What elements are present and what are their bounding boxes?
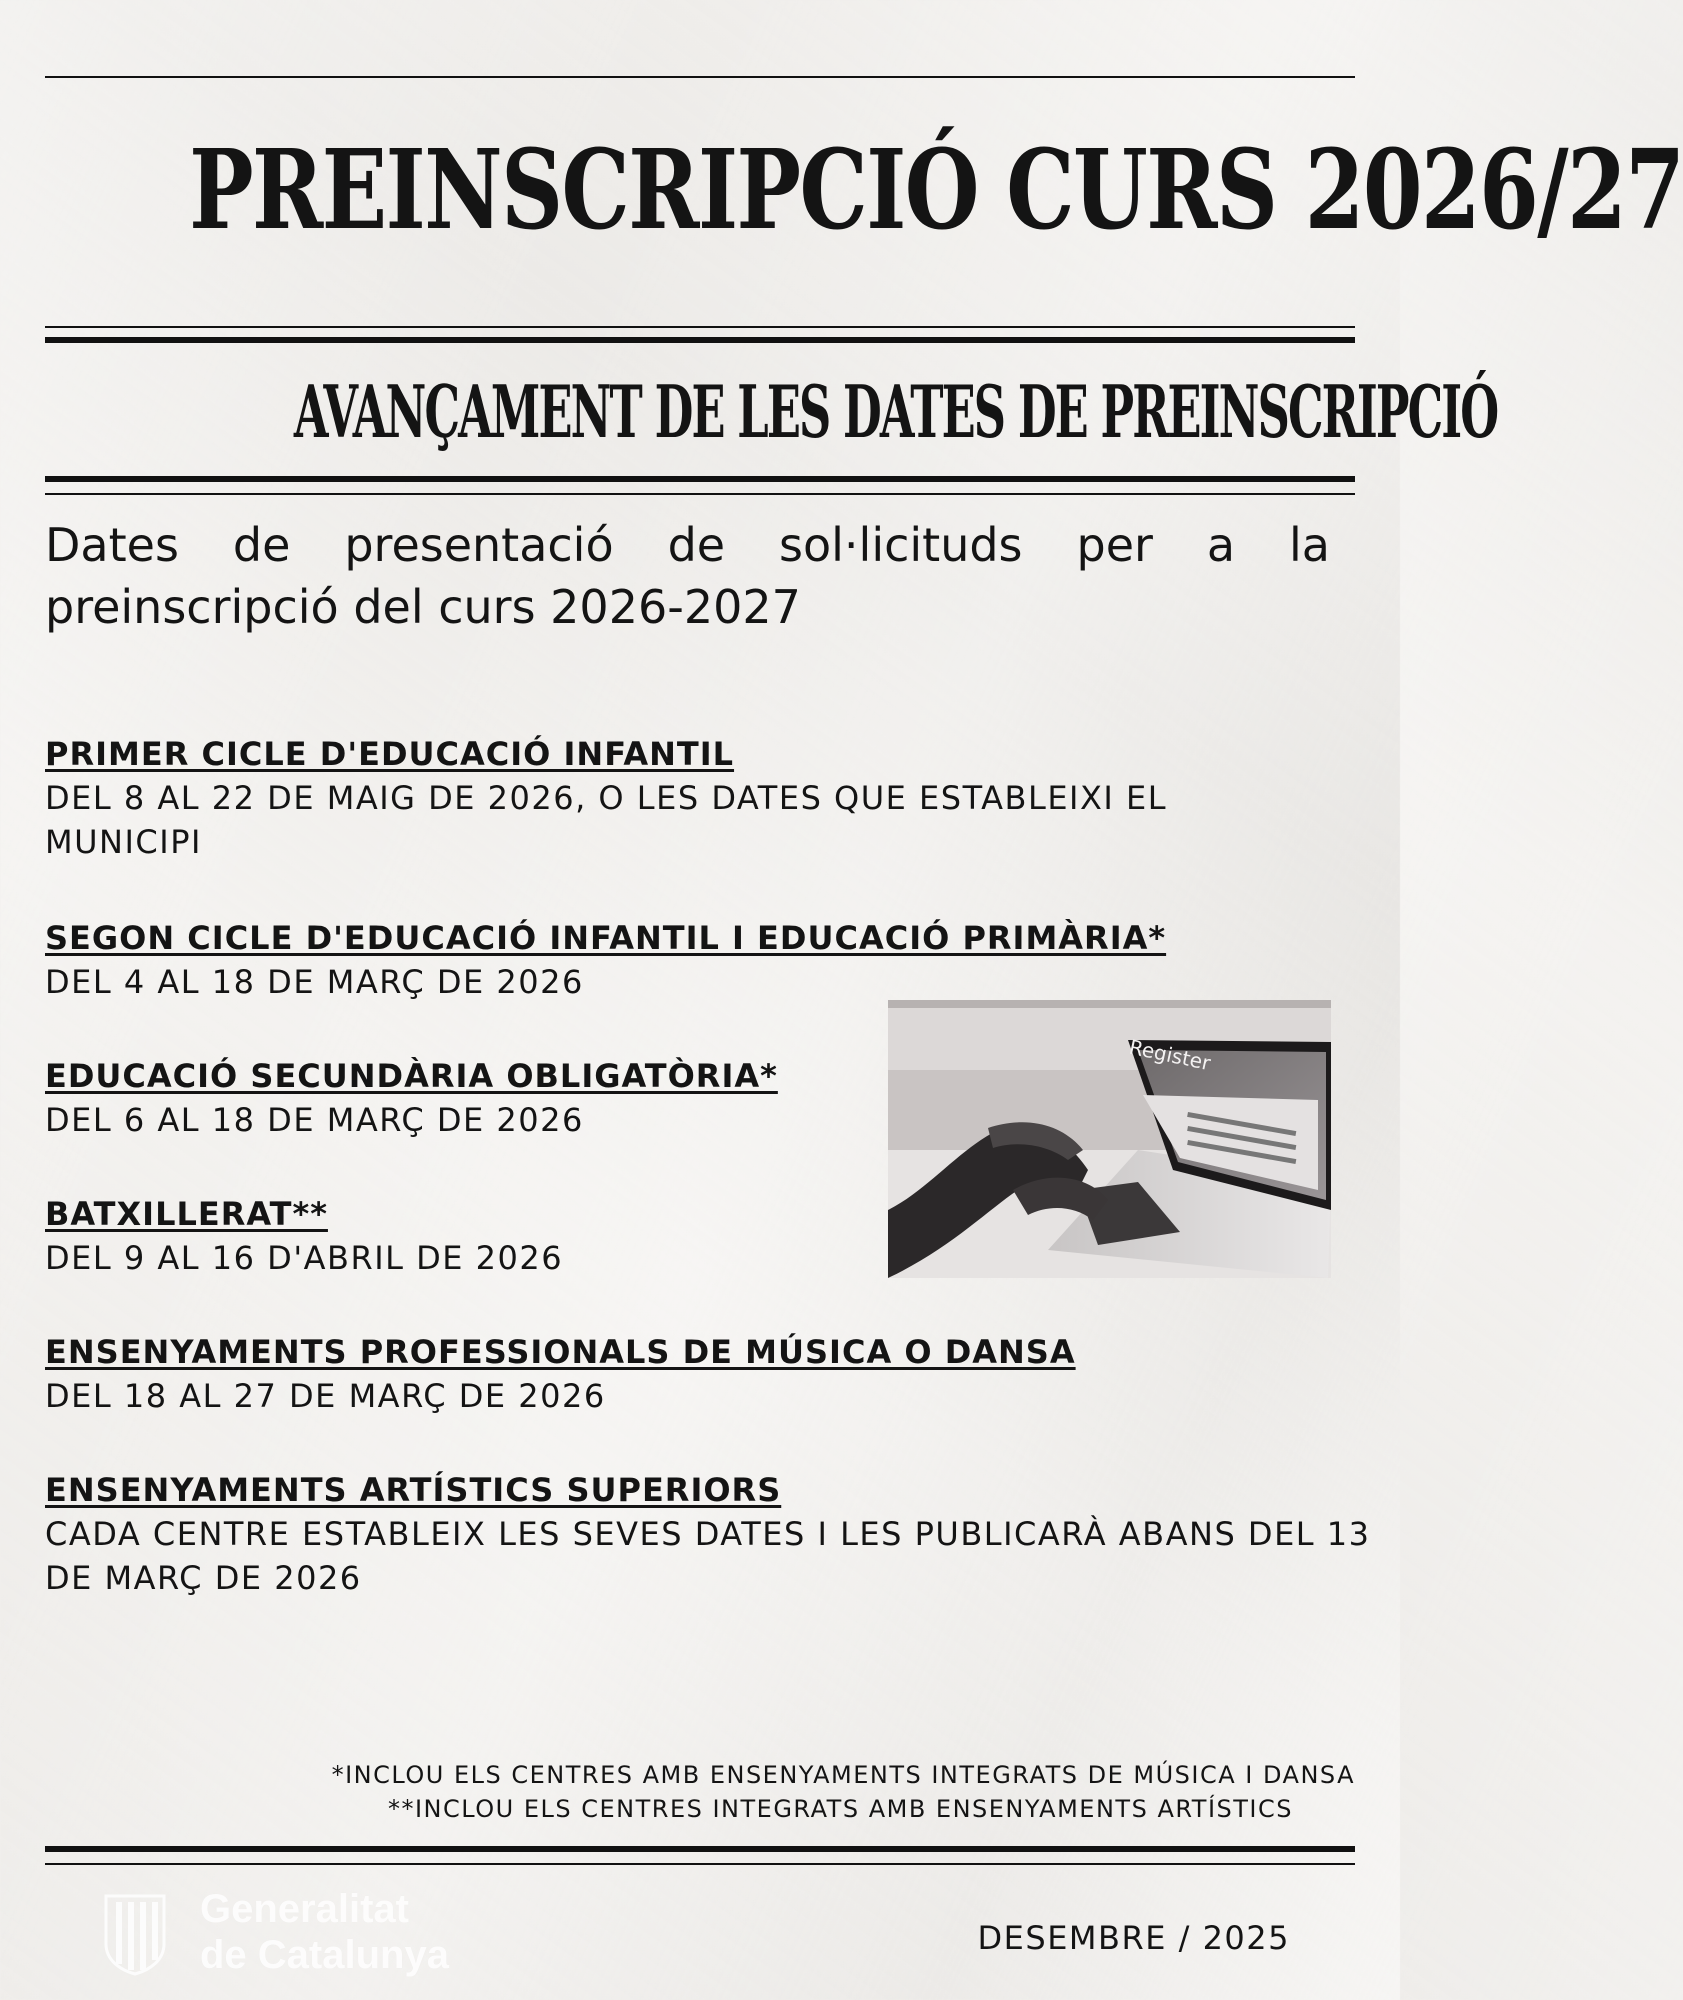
page-subtitle: AVANÇAMENT DE LES DATES DE PREINSCRIPCIÓ [293,369,1498,454]
section-dates: DEL 8 AL 22 DE MAIG DE 2026, O LES DATES QUE ESTABLEIXI EL MUNICIPI [45,779,1168,861]
page-title: PREINSCRIPCIÓ CURS 2026/27 [189,125,1683,254]
footnote-2: **INCLOU ELS CENTRES INTEGRATS AMB ENSENYAMENTS ARTÍSTICS [387,1795,1293,1823]
divider-thick [45,476,1355,482]
section-heading: ENSENYAMENTS ARTÍSTICS SUPERIORS [45,1471,782,1509]
section-heading: EDUCACIÓ SECUNDÀRIA OBLIGATÒRIA* [45,1057,778,1095]
section-dates: DEL 6 AL 18 DE MARÇ DE 2026 [45,1101,584,1139]
logo-line-1: Generalitat [200,1887,409,1931]
section-primer-cicle [45,732,1375,864]
section-heading: PRIMER CICLE D'EDUCACIÓ INFANTIL [45,735,735,773]
section-dates: DEL 18 AL 27 DE MARÇ DE 2026 [45,1377,606,1415]
senyera-icon [100,1892,170,1976]
section-heading: SEGON CICLE D'EDUCACIÓ INFANTIL I EDUCACIÓ PRIMÀRIA* [45,919,1167,957]
section-artistics-superiors [45,1468,1375,1600]
section-heading: BATXILLERAT** [45,1195,328,1233]
section-dates: CADA CENTRE ESTABLEIX LES SEVES DATES I LES PUBLICARÀ ABANS DEL 13 DE MARÇ DE 2026 [45,1515,1371,1597]
intro-text: Dates de presentació de sol·licituds per a la preinscripció del curs 2026-2027 [45,518,1330,634]
section-segon-cicle [45,916,1375,1004]
section-heading: ENSENYAMENTS PROFESSIONALS DE MÚSICA O DANSA [45,1333,1076,1371]
section-dates: DEL 9 AL 16 D'ABRIL DE 2026 [45,1239,564,1277]
laptop-photo [888,1000,1331,1278]
generalitat-logo [100,1884,520,1984]
footnote-1: *INCLOU ELS CENTRES AMB ENSENYAMENTS INTEGRATS DE MÚSICA I DANSA [331,1761,1355,1789]
divider-thin [45,493,1355,495]
screen-register-text: Register [1127,1034,1213,1076]
divider-thin [45,1863,1355,1865]
top-rule [45,76,1355,78]
section-dates: DEL 4 AL 18 DE MARÇ DE 2026 [45,963,584,1001]
section-musica-dansa [45,1330,1375,1418]
divider-thin [45,326,1355,328]
footnotes [45,1758,1355,1826]
divider-thick [45,1846,1355,1852]
publication-date: DESEMBRE / 2025 [977,1919,1290,1957]
logo-line-2: de Catalunya [200,1933,449,1977]
divider-thick [45,337,1355,343]
